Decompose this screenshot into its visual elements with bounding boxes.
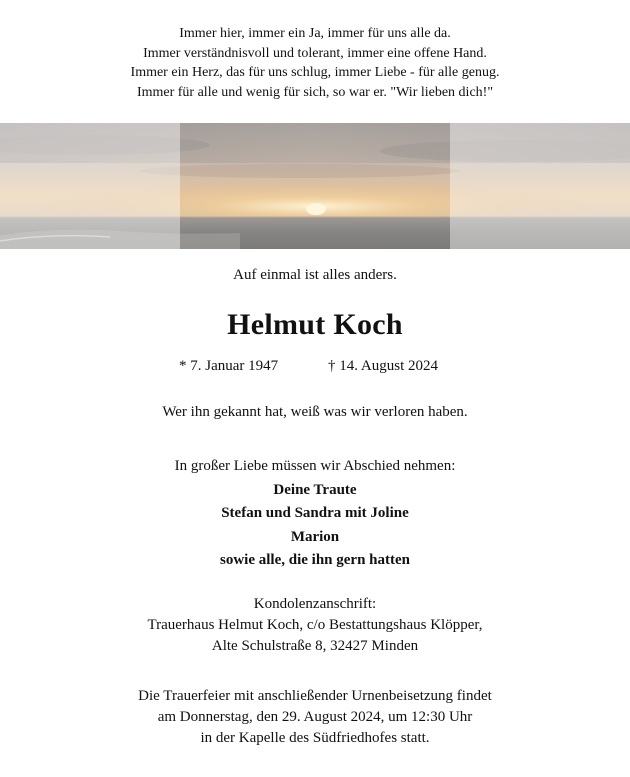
poem-line: Immer ein Herz, das für uns schlug, immer Liebe - für alle genug. bbox=[130, 65, 500, 80]
condolence-line: Alte Schulstraße 8, 32427 Minden bbox=[211, 638, 419, 654]
birth-date: * 7. Januar 1947 bbox=[179, 358, 279, 374]
condolence-line: Trauerhaus Helmut Koch, c/o Bestattungshaus Klöpper, bbox=[147, 617, 483, 633]
poem-line: Immer verständnisvoll und tolerant, immer eine offene Hand. bbox=[143, 45, 487, 61]
ceremony-line: Die Trauerfeier mit anschließender Urnenbeisetzung findet bbox=[138, 688, 492, 704]
farewell-section bbox=[0, 455, 630, 573]
poem-line: Immer hier, immer ein Ja, immer für uns alle da. bbox=[179, 26, 451, 41]
memorial-poem bbox=[0, 24, 630, 102]
condolence-heading: Kondolenzanschrift: bbox=[253, 596, 377, 612]
memorial-quote: Wer ihn gekannt hat, weiß was wir verloren haben. bbox=[162, 404, 468, 420]
life-dates bbox=[0, 358, 630, 378]
mourner-name: sowie alle, die ihn gern hatten bbox=[220, 552, 410, 568]
sunset-sea-banner bbox=[0, 123, 630, 249]
condolence-address bbox=[0, 594, 630, 657]
mourner-name: Marion bbox=[290, 528, 340, 545]
sunset-sea-image bbox=[0, 123, 630, 249]
funeral-ceremony-info bbox=[0, 686, 630, 749]
death-date: † 14. August 2024 bbox=[328, 358, 439, 374]
ceremony-line: in der Kapelle des Südfriedhofes statt. bbox=[200, 730, 430, 746]
farewell-intro: In großer Liebe müssen wir Abschied nehmen: bbox=[174, 458, 456, 474]
mourner-name: Stefan und Sandra mit Joline bbox=[221, 505, 409, 521]
mourner-name: Deine Traute bbox=[273, 481, 357, 498]
subline: Auf einmal ist alles anders. bbox=[233, 267, 397, 283]
poem-line: Immer für alle und wenig für sich, so war er. "Wir lieben dich!" bbox=[136, 84, 494, 100]
ceremony-line: am Donnerstag, den 29. August 2024, um 12:30 Uhr bbox=[157, 709, 473, 725]
deceased-name: Helmut Koch bbox=[227, 308, 403, 341]
